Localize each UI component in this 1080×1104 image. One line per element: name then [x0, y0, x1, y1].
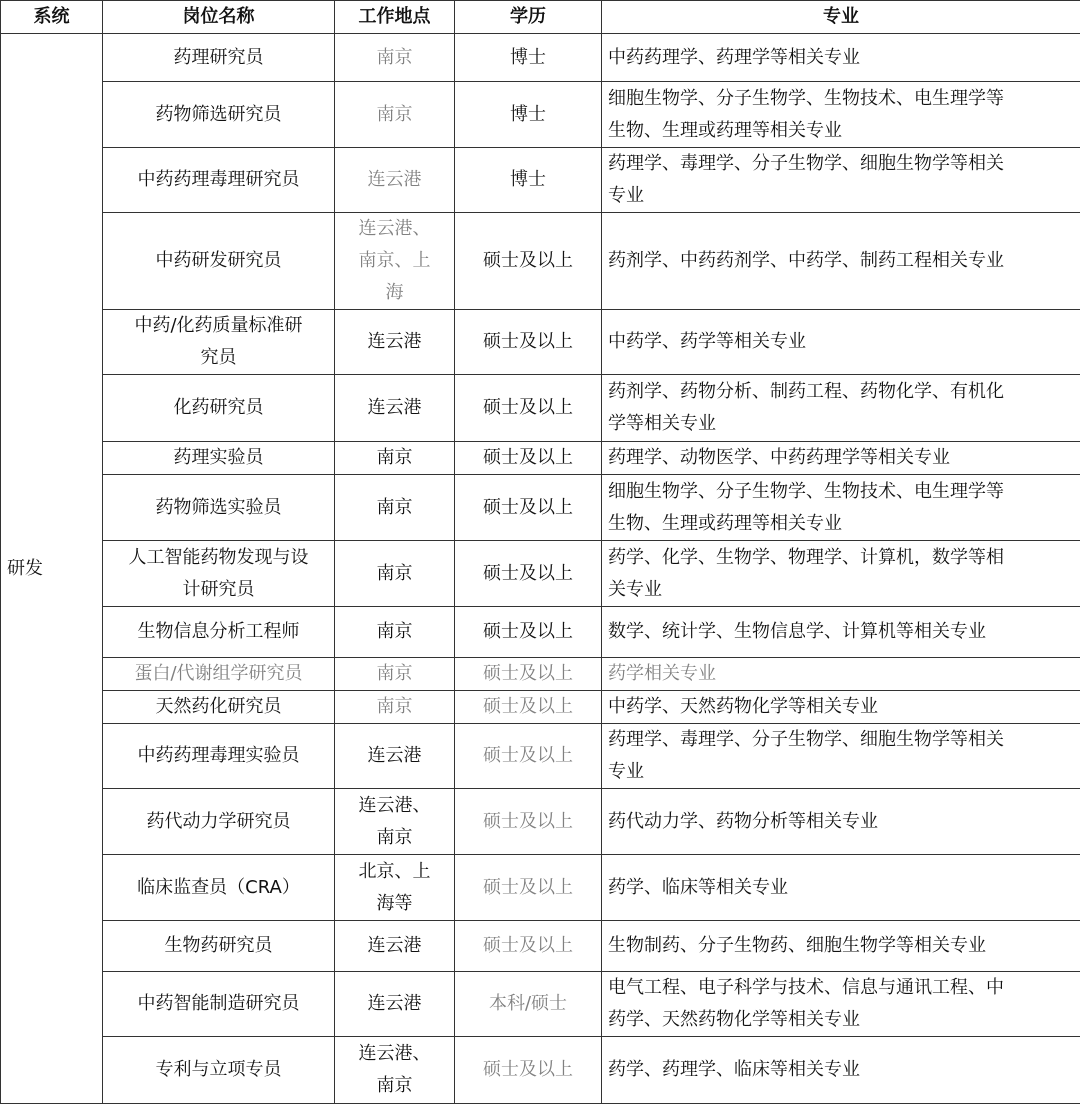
major-cell	[602, 475, 1080, 541]
cell-line: 药物筛选实验员	[109, 492, 328, 524]
job-table-body	[1, 34, 1080, 1104]
system-cell: 研发	[1, 34, 103, 1104]
position-cell	[103, 789, 335, 855]
major-cell	[602, 442, 1080, 475]
cell-line: 南京	[341, 558, 448, 590]
cell-line: 学等相关专业	[608, 408, 1074, 440]
location-cell	[335, 375, 455, 442]
table-row	[1, 724, 1080, 789]
cell-line: 中药学、药学等相关专业	[608, 326, 1074, 358]
cell-line: 生物药研究员	[109, 930, 328, 962]
cell-line: 中药研发研究员	[109, 245, 328, 277]
position-cell	[103, 148, 335, 213]
cell-line: 药学、天然药物化学等相关专业	[608, 1004, 1074, 1036]
cell-line: 中药药理毒理研究员	[109, 164, 328, 196]
cell-line: 中药药理毒理实验员	[109, 740, 328, 772]
major-cell	[602, 82, 1080, 148]
table-row	[1, 607, 1080, 658]
cell-line: 细胞生物学、分子生物学、生物技术、电生理学等	[608, 476, 1074, 508]
table-row	[1, 148, 1080, 213]
major-cell	[602, 310, 1080, 375]
header-position: 岗位名称	[103, 1, 335, 34]
cell-line: 南京	[341, 658, 448, 690]
position-cell	[103, 724, 335, 789]
table-row	[1, 82, 1080, 148]
education-cell: 硕士及以上	[455, 724, 602, 789]
cell-line: 连云港	[341, 988, 448, 1020]
education-cell: 硕士及以上	[455, 310, 602, 375]
cell-line: 数学、统计学、生物信息学、计算机等相关专业	[608, 616, 1074, 648]
education-cell: 硕士及以上	[455, 658, 602, 691]
major-cell	[602, 789, 1080, 855]
header-row	[1, 1, 1080, 34]
location-cell	[335, 658, 455, 691]
cell-line: 天然药化研究员	[109, 691, 328, 723]
cell-line: 药学、化学、生物学、物理学、计算机，数学等相	[608, 542, 1074, 574]
location-cell	[335, 310, 455, 375]
cell-line: 连云港	[341, 164, 448, 196]
location-cell	[335, 475, 455, 541]
location-cell	[335, 691, 455, 724]
cell-line: 海	[341, 277, 448, 309]
cell-line: 南京	[341, 492, 448, 524]
education-cell: 博士	[455, 82, 602, 148]
education-cell: 博士	[455, 148, 602, 213]
cell-line: 中药智能制造研究员	[109, 988, 328, 1020]
position-cell	[103, 691, 335, 724]
major-cell	[602, 691, 1080, 724]
cell-line: 人工智能药物发现与设	[109, 542, 328, 574]
major-cell	[602, 541, 1080, 607]
cell-line: 南京	[341, 822, 448, 854]
major-cell	[602, 855, 1080, 921]
cell-line: 药剂学、中药药剂学、中药学、制药工程相关专业	[608, 245, 1074, 277]
cell-line: 药理学、毒理学、分子生物学、细胞生物学等相关	[608, 148, 1074, 180]
position-cell	[103, 1037, 335, 1104]
cell-line: 生物、生理或药理等相关专业	[608, 508, 1074, 540]
position-cell	[103, 855, 335, 921]
table-row	[1, 541, 1080, 607]
cell-line: 南京	[341, 691, 448, 723]
major-cell	[602, 658, 1080, 691]
location-cell	[335, 213, 455, 310]
cell-line: 南京	[341, 442, 448, 474]
table-row	[1, 972, 1080, 1037]
cell-line: 药理实验员	[109, 442, 328, 474]
cell-line: 南京	[341, 99, 448, 131]
major-cell	[602, 972, 1080, 1037]
cell-line: 南京、上	[341, 245, 448, 277]
cell-line: 关专业	[608, 574, 1074, 606]
cell-line: 南京	[341, 42, 448, 74]
cell-line: 中药学、天然药物化学等相关专业	[608, 691, 1074, 723]
header-system: 系统	[1, 1, 103, 34]
location-cell	[335, 82, 455, 148]
position-cell	[103, 921, 335, 972]
cell-line: 蛋白/代谢组学研究员	[109, 658, 328, 690]
table-row	[1, 855, 1080, 921]
cell-line: 连云港	[341, 930, 448, 962]
position-cell	[103, 541, 335, 607]
position-cell	[103, 607, 335, 658]
location-cell	[335, 789, 455, 855]
cell-line: 生物信息分析工程师	[109, 616, 328, 648]
table-row	[1, 213, 1080, 310]
cell-line: 药学相关专业	[608, 658, 1074, 690]
cell-line: 中药/化药质量标准研	[109, 310, 328, 342]
cell-line: 连云港	[341, 740, 448, 772]
position-cell	[103, 34, 335, 82]
position-cell	[103, 658, 335, 691]
location-cell	[335, 972, 455, 1037]
cell-line: 究员	[109, 342, 328, 374]
cell-line: 化药研究员	[109, 392, 328, 424]
location-cell	[335, 442, 455, 475]
table-row	[1, 442, 1080, 475]
table-row	[1, 475, 1080, 541]
education-cell: 硕士及以上	[455, 213, 602, 310]
cell-line: 生物、生理或药理等相关专业	[608, 115, 1074, 147]
table-row	[1, 789, 1080, 855]
cell-line: 电气工程、电子科学与技术、信息与通讯工程、中	[608, 972, 1074, 1004]
location-cell	[335, 148, 455, 213]
table-row	[1, 34, 1080, 82]
cell-line: 连云港、	[341, 213, 448, 245]
education-cell: 博士	[455, 34, 602, 82]
major-cell	[602, 1037, 1080, 1104]
cell-line: 药理研究员	[109, 42, 328, 74]
cell-line: 南京	[341, 1070, 448, 1102]
location-cell	[335, 855, 455, 921]
education-cell: 硕士及以上	[455, 541, 602, 607]
header-location: 工作地点	[335, 1, 455, 34]
location-cell	[335, 921, 455, 972]
cell-line: 临床监查员（CRA）	[109, 872, 328, 904]
cell-line: 细胞生物学、分子生物学、生物技术、电生理学等	[608, 83, 1074, 115]
cell-line: 药学、临床等相关专业	[608, 872, 1074, 904]
cell-line: 中药药理学、药理学等相关专业	[608, 42, 1074, 74]
cell-line: 药代动力学研究员	[109, 806, 328, 838]
table-row	[1, 921, 1080, 972]
education-cell: 硕士及以上	[455, 442, 602, 475]
location-cell	[335, 607, 455, 658]
cell-line: 连云港	[341, 326, 448, 358]
location-cell	[335, 34, 455, 82]
education-cell: 硕士及以上	[455, 1037, 602, 1104]
major-cell	[602, 607, 1080, 658]
education-cell: 硕士及以上	[455, 789, 602, 855]
education-cell: 硕士及以上	[455, 475, 602, 541]
table-row	[1, 375, 1080, 442]
table-row	[1, 310, 1080, 375]
cell-line: 药理学、动物医学、中药药理学等相关专业	[608, 442, 1074, 474]
header-major: 专业	[602, 1, 1080, 34]
location-cell	[335, 724, 455, 789]
education-cell: 硕士及以上	[455, 375, 602, 442]
major-cell	[602, 724, 1080, 789]
education-cell: 硕士及以上	[455, 921, 602, 972]
cell-line: 专利与立项专员	[109, 1054, 328, 1086]
cell-line: 北京、上	[341, 856, 448, 888]
header-education: 学历	[455, 1, 602, 34]
position-cell	[103, 442, 335, 475]
position-cell	[103, 213, 335, 310]
cell-line: 专业	[608, 180, 1074, 212]
cell-line: 生物制药、分子生物药、细胞生物学等相关专业	[608, 930, 1074, 962]
table-row	[1, 1037, 1080, 1104]
cell-line: 计研究员	[109, 574, 328, 606]
cell-line: 连云港	[341, 392, 448, 424]
major-cell	[602, 375, 1080, 442]
cell-line: 南京	[341, 616, 448, 648]
cell-line: 药物筛选研究员	[109, 99, 328, 131]
position-cell	[103, 972, 335, 1037]
position-cell	[103, 82, 335, 148]
major-cell	[602, 148, 1080, 213]
table-row	[1, 691, 1080, 724]
cell-line: 药理学、毒理学、分子生物学、细胞生物学等相关	[608, 724, 1074, 756]
education-cell: 硕士及以上	[455, 607, 602, 658]
location-cell	[335, 541, 455, 607]
cell-line: 药剂学、药物分析、制药工程、药物化学、有机化	[608, 376, 1074, 408]
position-cell	[103, 475, 335, 541]
major-cell	[602, 34, 1080, 82]
cell-line: 专业	[608, 756, 1074, 788]
cell-line: 连云港、	[341, 1038, 448, 1070]
major-cell	[602, 213, 1080, 310]
cell-line: 连云港、	[341, 790, 448, 822]
position-cell	[103, 375, 335, 442]
location-cell	[335, 1037, 455, 1104]
cell-line: 药代动力学、药物分析等相关专业	[608, 806, 1074, 838]
education-cell: 本科/硕士	[455, 972, 602, 1037]
table-row	[1, 658, 1080, 691]
cell-line: 海等	[341, 888, 448, 920]
cell-line: 药学、药理学、临床等相关专业	[608, 1054, 1074, 1086]
position-cell	[103, 310, 335, 375]
major-cell	[602, 921, 1080, 972]
education-cell: 硕士及以上	[455, 691, 602, 724]
education-cell: 硕士及以上	[455, 855, 602, 921]
